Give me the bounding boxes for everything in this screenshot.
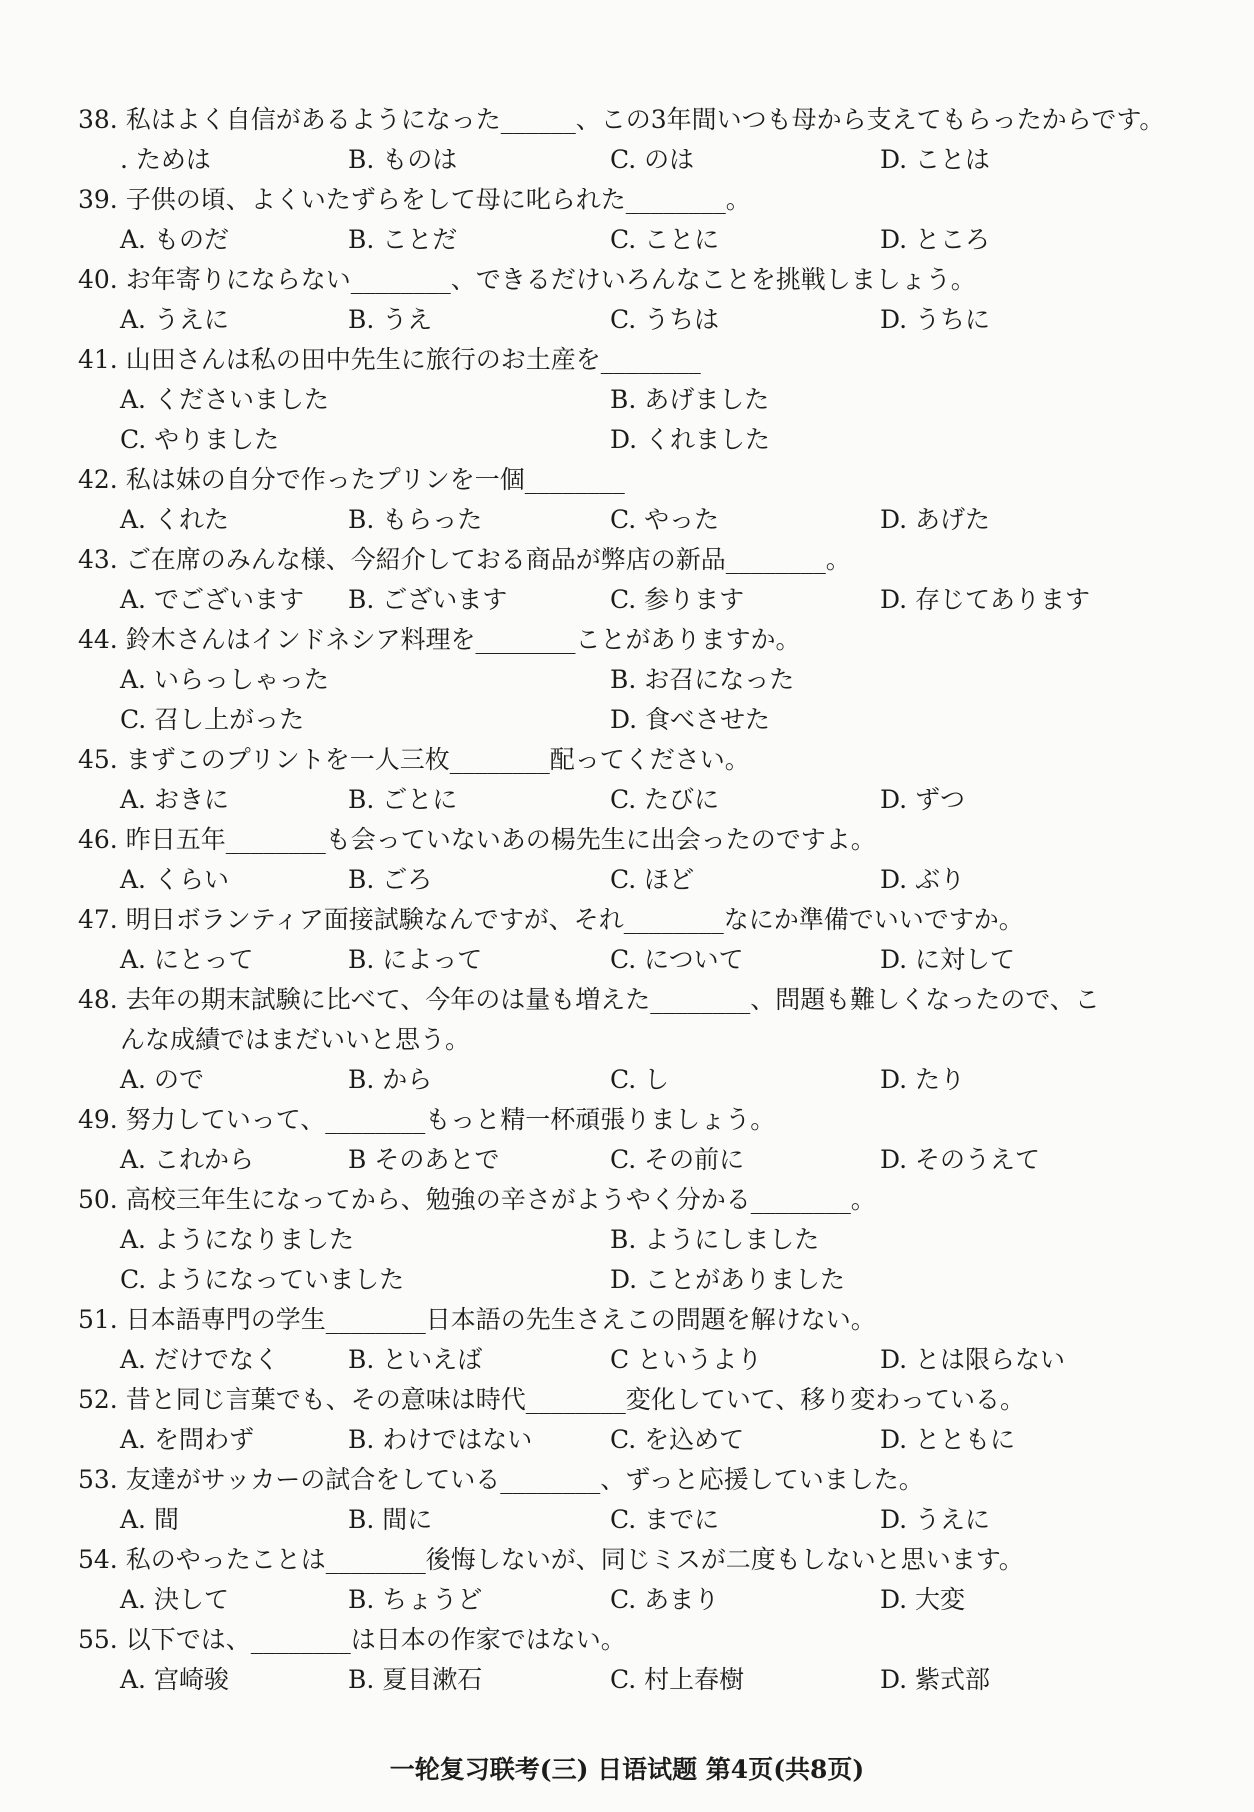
option-row [0, 500, 1254, 540]
answer-option: C. 参ります [610, 585, 745, 614]
answer-option: B. ごとに [348, 785, 458, 814]
option-row [0, 1340, 1254, 1380]
option-row [0, 1420, 1254, 1460]
answer-option: B. によって [348, 945, 483, 974]
answer-option: D. たり [880, 1065, 966, 1094]
answer-option: A. くださいました [120, 385, 329, 414]
answer-option: A. ので [120, 1065, 204, 1094]
option-row [0, 300, 1254, 340]
question-stem: 54. 私のやったことは________後悔しないが、同じミスが二度もしないと思います。 [78, 1545, 1024, 1574]
question-stem: 38. 私はよく自信があるようになった______、この3年間いつも母から支えてもらったからです。 [78, 105, 1165, 134]
option-row [0, 580, 1254, 620]
answer-option: B. わけではない [348, 1425, 533, 1454]
question-block [0, 740, 1254, 820]
answer-option: C. ことに [610, 225, 720, 254]
answer-option: A. いらっしゃった [120, 665, 329, 694]
question-stem: 52. 昔と同じ言葉でも、その意味は時代________変化していて、移り変わっている。 [78, 1385, 1025, 1414]
answer-option: D. ことは [880, 145, 991, 174]
question-block [0, 460, 1254, 540]
answer-option: C. 村上春樹 [610, 1665, 745, 1694]
answer-option: C. のは [610, 145, 695, 174]
answer-option: D. とは限らない [880, 1345, 1066, 1374]
answer-option: D. 紫式部 [880, 1665, 991, 1694]
answer-option: D. 食べさせた [610, 705, 771, 734]
option-row [0, 1140, 1254, 1180]
answer-option: D. とともに [880, 1425, 1016, 1454]
question-block [0, 340, 1254, 460]
question-block [0, 1620, 1254, 1700]
answer-option: D. くれました [610, 425, 771, 454]
answer-option: A. おきに [120, 785, 229, 814]
question-stem: 44. 鈴木さんはインドネシア料理を________ことがありますか。 [78, 625, 801, 654]
question-block [0, 1180, 1254, 1300]
question-block [0, 1380, 1254, 1460]
answer-option: A. うえに [120, 305, 229, 334]
answer-option: D. に対して [880, 945, 1016, 974]
answer-option: A. ようになりました [120, 1225, 354, 1254]
answer-option: A. だけでなく [120, 1345, 279, 1374]
question-block [0, 1540, 1254, 1620]
question-block [0, 260, 1254, 340]
answer-option: C. うちは [610, 305, 720, 334]
option-row [0, 380, 1254, 420]
answer-option: B. 夏目漱石 [348, 1665, 483, 1694]
answer-option: A. これから [120, 1145, 254, 1174]
answer-option: B. 間に [348, 1505, 433, 1534]
question-stem: 50. 高校三年生になってから、勉強の辛さがようやく分かる________。 [78, 1185, 876, 1214]
option-row [0, 940, 1254, 980]
answer-option: A. を問わず [120, 1425, 254, 1454]
answer-option: B. ものは [348, 145, 458, 174]
option-row [0, 1580, 1254, 1620]
answer-option: D. うえに [880, 1505, 991, 1534]
answer-option: D. ことがありました [610, 1265, 846, 1294]
answer-option: C. について [610, 945, 744, 974]
answer-option: A. にとって [120, 945, 254, 974]
answer-option: B. ことだ [348, 225, 458, 254]
answer-option: A. ものだ [120, 225, 229, 254]
answer-option: D. うちに [880, 305, 991, 334]
answer-option: B. から [348, 1065, 433, 1094]
answer-option: A. でございます [120, 585, 304, 614]
question-stem: 42. 私は妹の自分で作ったプリンを一個________ [78, 465, 625, 494]
answer-option: A. 宫崎骏 [120, 1665, 229, 1694]
question-block [0, 820, 1254, 900]
answer-option: D. ところ [880, 225, 991, 254]
answer-option: B. ごろ [348, 865, 433, 894]
question-stem: 40. お年寄りにならない________、できるだけいろんなことを挑戦しましょう。 [78, 265, 976, 294]
question-stem: 45. まずこのプリントを一人三枚________配ってください。 [78, 745, 750, 774]
answer-option: C. ほど [610, 865, 695, 894]
question-block [0, 980, 1254, 1100]
option-row [0, 860, 1254, 900]
answer-option: B. お召になった [610, 665, 795, 694]
question-stem: 39. 子供の頃、よくいたずらをして母に叱られた________。 [78, 185, 751, 214]
answer-option: C. たびに [610, 785, 720, 814]
option-row [0, 1220, 1254, 1260]
option-row [0, 420, 1254, 460]
page-footer: 一轮复习联考(三) 日语试题 第4页(共8页) [389, 1755, 865, 1784]
answer-option: . ためは [120, 145, 211, 174]
answer-option: B. ちょうど [348, 1585, 483, 1614]
option-row [0, 140, 1254, 180]
answer-option: C. やった [610, 505, 720, 534]
question-stem: 47. 明日ボランティア面接試験なんですが、それ________なにか準備でいいですか。 [78, 905, 1024, 934]
answer-option: C. までに [610, 1505, 720, 1534]
answer-option: C. その前に [610, 1145, 745, 1174]
answer-option: C. し [610, 1065, 670, 1094]
question-block [0, 540, 1254, 620]
question-block [0, 100, 1254, 180]
answer-option: D. 大変 [880, 1585, 966, 1614]
answer-option: C. やりました [120, 425, 280, 454]
answer-option: B. もらった [348, 505, 483, 534]
answer-option: D. あげた [880, 505, 991, 534]
option-row [0, 1660, 1254, 1700]
answer-option: A. くらい [120, 865, 229, 894]
answer-option: B そのあとで [348, 1145, 500, 1174]
option-row [0, 1260, 1254, 1300]
question-stem: 43. ご在席のみんな様、今紹介しておる商品が弊店の新品________。 [78, 545, 851, 574]
question-stem: 48. 去年の期末試験に比べて、今年のは量も増えた________、問題も難しくなったので、こ [78, 985, 1100, 1014]
answer-option: C というより [610, 1345, 763, 1374]
answer-option: D. そのうえて [880, 1145, 1041, 1174]
question-block [0, 620, 1254, 740]
answer-option: B. うえ [348, 305, 433, 334]
option-row [0, 1060, 1254, 1100]
option-row [0, 780, 1254, 820]
answer-option: D. 存じてあります [880, 585, 1091, 614]
answer-option: B. ようにしました [610, 1225, 820, 1254]
answer-option: C. 召し上がった [120, 705, 305, 734]
question-block [0, 180, 1254, 260]
question-stem: 51. 日本語専門の学生________日本語の先生さえこの問題を解けない。 [78, 1305, 876, 1334]
option-row [0, 220, 1254, 260]
question-stem: 41. 山田さんは私の田中先生に旅行のお土産を________ [78, 345, 701, 374]
answer-option: D. ずつ [880, 785, 966, 814]
answer-option: A. くれた [120, 505, 229, 534]
answer-option: A. 決して [120, 1585, 229, 1614]
option-row [0, 700, 1254, 740]
question-stem: 55. 以下では、________は日本の作家ではない。 [78, 1625, 626, 1654]
answer-option: B. あげました [610, 385, 770, 414]
question-stem-continuation: んな成績ではまだいいと思う。 [120, 1025, 471, 1054]
answer-option: B. ございます [348, 585, 508, 614]
answer-option: B. といえば [348, 1345, 483, 1374]
answer-option: C. を込めて [610, 1425, 745, 1454]
question-stem: 49. 努力していって、________もっと精一杯頑張りましょう。 [78, 1105, 776, 1134]
question-stem: 53. 友達がサッカーの試合をしている________、ずっと応援していました。 [78, 1465, 924, 1494]
question-block [0, 1300, 1254, 1380]
option-row [0, 660, 1254, 700]
answer-option: C. あまり [610, 1585, 720, 1614]
answer-option: C. ようになっていました [120, 1265, 405, 1294]
question-block [0, 900, 1254, 980]
question-block [0, 1100, 1254, 1180]
answer-option: A. 間 [120, 1505, 179, 1534]
answer-option: D. ぶり [880, 865, 966, 894]
question-stem: 46. 昨日五年________も会っていないあの楊先生に出会ったのですよ。 [78, 825, 876, 854]
question-list [0, 100, 1254, 1700]
question-block [0, 1460, 1254, 1540]
option-row [0, 1500, 1254, 1540]
